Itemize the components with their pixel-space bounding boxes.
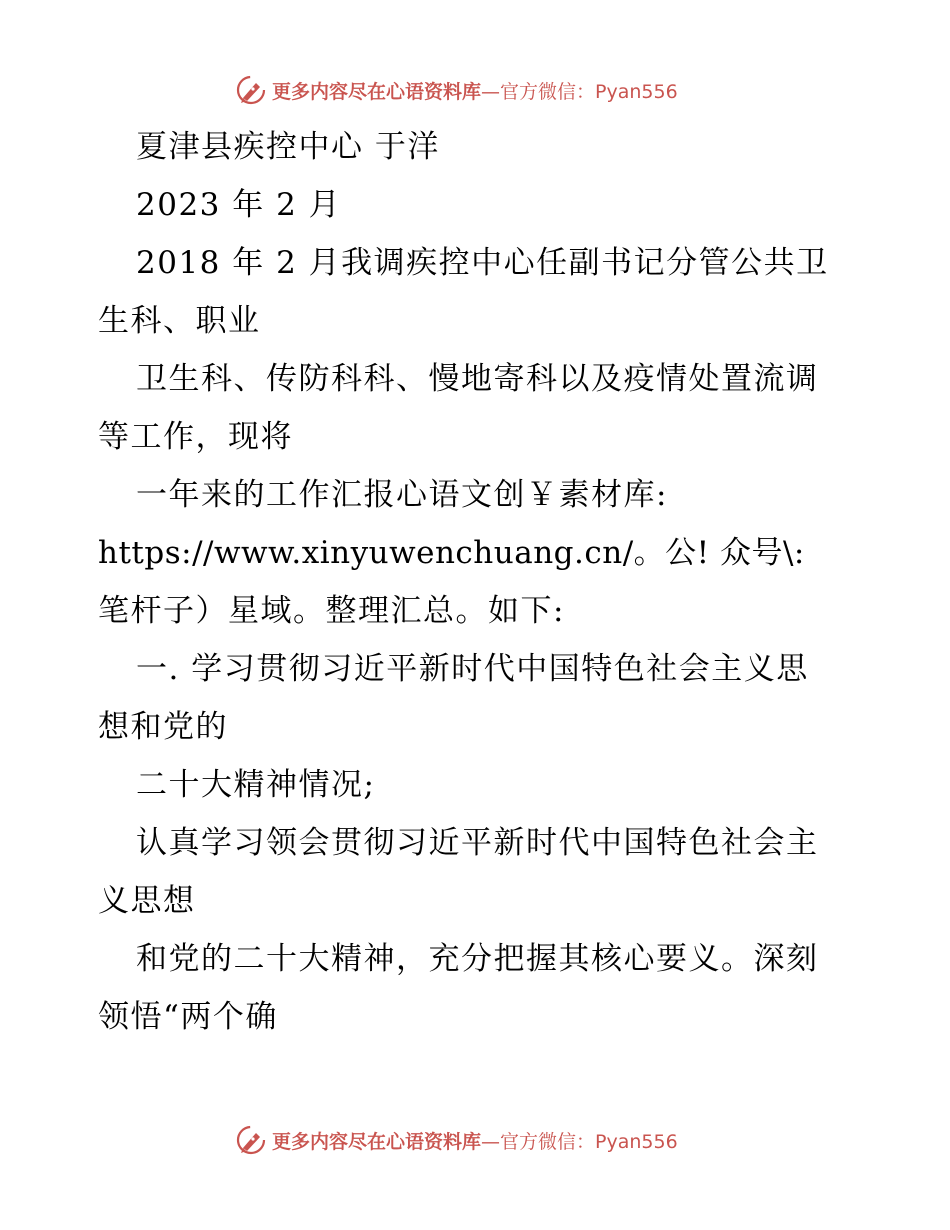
paragraph-line: 2018 年 2 月我调疾控中心任副书记分管公共卫: [136, 245, 829, 281]
paragraph-line: 卫生科、传防科科、慢地寄科以及疫情处置流调: [136, 361, 819, 397]
pen-nib-logo-icon: [234, 1123, 268, 1157]
watermark-text: 更多内容尽在心语资料库—官方微信：Pyan556: [272, 1130, 678, 1153]
paragraph-line: 生科、职业: [98, 303, 261, 339]
paragraph-line: 领悟“两个确: [98, 999, 278, 1035]
section-heading: 一. 学习贯彻习近平新时代中国特色社会主义思: [136, 651, 809, 687]
paragraph-line: 笔杆子）星域。整理汇总。如下:: [98, 593, 565, 629]
paragraph-line: 一年来的工作汇报心语文创￥素材库:: [136, 477, 668, 513]
section-heading: 想和党的: [98, 709, 228, 745]
header-watermark: [234, 72, 678, 108]
footer-watermark: [234, 1122, 678, 1158]
author-line: 夏津县疾控中心 于洋: [136, 129, 440, 165]
watermark-text: 更多内容尽在心语资料库—官方微信：Pyan556: [272, 80, 678, 103]
paragraph-line: 等工作，现将: [98, 419, 293, 455]
paragraph-line: 认真学习领会贯彻习近平新时代中国特色社会主: [136, 825, 819, 861]
date-line: 2023 年 2 月: [136, 187, 342, 223]
paragraph-line: https://www.xinyuwenchuang.cn/。公! 众号\:: [98, 535, 805, 571]
paragraph-line: 义思想: [98, 883, 196, 919]
pen-nib-logo-icon: [234, 73, 268, 107]
document-body: [98, 118, 858, 1046]
paragraph-line: 和党的二十大精神，充分把握其核心要义。深刻: [136, 941, 819, 977]
section-heading: 二十大精神情况;: [136, 767, 376, 803]
